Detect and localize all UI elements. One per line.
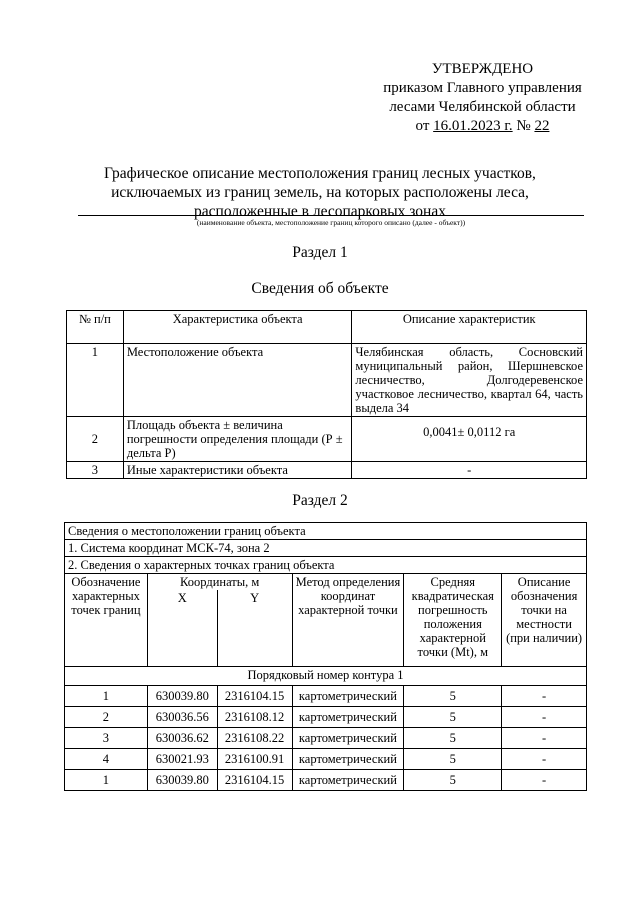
points-info: 2. Сведения о характерных точках границ объекта	[65, 557, 587, 574]
approval-line-3: лесами Челябинской области	[389, 99, 576, 115]
col-method-header: Метод определения координат характерной точки	[292, 574, 404, 667]
title-line-3: расположенные в лесопарковых зонах	[194, 203, 446, 220]
point-error: 5	[404, 770, 502, 791]
info-row	[65, 540, 587, 557]
approval-block	[360, 60, 605, 136]
row-char: Иные характеристики объекта	[123, 462, 352, 479]
point-number: 1	[65, 770, 148, 791]
col-error-header: Средняя квадратическая погрешность положения характерной точки (Mt), м	[404, 574, 502, 667]
row-desc: Челябинская область, Сосновский муниципальный район, Шершневское лесничество, Долгодеревенское участковое лесничество, квартал 64, часть выдела 34	[352, 344, 587, 417]
point-method: картометрический	[292, 728, 404, 749]
point-method: картометрический	[292, 686, 404, 707]
point-method: картометрический	[292, 707, 404, 728]
title-underline	[78, 215, 584, 216]
point-error: 5	[404, 707, 502, 728]
row-char: Площадь объекта ± величина погрешности определения площади (Р ± дельта Р)	[123, 417, 352, 462]
col-char-header: Характеристика объекта	[123, 311, 352, 344]
table-row	[67, 462, 587, 479]
point-y: 2316108.22	[217, 728, 292, 749]
point-desc: -	[502, 749, 587, 770]
point-error: 5	[404, 686, 502, 707]
approval-number: 22	[534, 118, 550, 134]
point-y: 2316104.15	[217, 770, 292, 791]
row-desc: -	[352, 462, 587, 479]
table-header-row	[67, 311, 587, 344]
coordinate-system: 1. Система координат МСК-74, зона 2	[65, 540, 587, 557]
date-prefix: от	[415, 118, 430, 134]
approval-date-line	[360, 117, 605, 136]
title-line-2: исключаемых из границ земель, на которых расположены леса,	[111, 184, 529, 201]
coordinates-table	[64, 522, 587, 791]
table-row	[65, 728, 587, 749]
col-no-header: № п/п	[67, 311, 124, 344]
point-number: 3	[65, 728, 148, 749]
col-y-header: Y	[217, 590, 292, 667]
col-x-header: X	[147, 590, 217, 667]
title-line-1: Графическое описание местоположения границ лесных участков,	[104, 165, 536, 182]
object-info-table	[66, 310, 587, 479]
point-desc: -	[502, 770, 587, 791]
point-y: 2316104.15	[217, 686, 292, 707]
point-desc: -	[502, 686, 587, 707]
table-row	[65, 686, 587, 707]
point-number: 4	[65, 749, 148, 770]
point-x: 630039.80	[147, 770, 217, 791]
point-y: 2316100.91	[217, 749, 292, 770]
section2-heading: Раздел 2	[292, 492, 348, 509]
point-x: 630039.80	[147, 686, 217, 707]
document-title	[80, 164, 560, 221]
point-number: 2	[65, 707, 148, 728]
col-coords-header: Координаты, м	[147, 574, 292, 591]
boundaries-info: Сведения о местоположении границ объекта	[65, 523, 587, 540]
contour-row	[65, 667, 587, 686]
row-char: Местоположение объекта	[123, 344, 352, 417]
approval-date: 16.01.2023 г.	[433, 118, 513, 134]
col-desc-header: Описание обозначения точки на местности (при наличии)	[502, 574, 587, 667]
row-no: 1	[67, 344, 124, 417]
contour-label: Порядковый номер контура 1	[65, 667, 587, 686]
col-desc-header: Описание характеристик	[352, 311, 587, 344]
coords-header-row	[65, 574, 587, 591]
approval-line-2: приказом Главного управления	[383, 80, 582, 96]
number-sign: №	[516, 118, 531, 134]
point-y: 2316108.12	[217, 707, 292, 728]
point-x: 630036.62	[147, 728, 217, 749]
row-no: 2	[67, 417, 124, 462]
row-desc: 0,0041± 0,0112 га	[352, 417, 587, 462]
point-error: 5	[404, 728, 502, 749]
info-row	[65, 523, 587, 540]
point-error: 5	[404, 749, 502, 770]
section1-subheading: Сведения об объекте	[251, 280, 389, 297]
approval-title: УТВЕРЖДЕНО	[431, 61, 534, 77]
table-row	[65, 707, 587, 728]
point-desc: -	[502, 728, 587, 749]
point-method: картометрический	[292, 770, 404, 791]
title-note: (наименование объекта, местоположение границ которого описано (далее - объект))	[196, 218, 466, 227]
table-row	[65, 770, 587, 791]
table-row	[65, 749, 587, 770]
point-desc: -	[502, 707, 587, 728]
info-row	[65, 557, 587, 574]
point-x: 630036.56	[147, 707, 217, 728]
col-designation-header: Обозначение характерных точек границ	[65, 574, 148, 667]
table-row	[67, 417, 587, 462]
row-no: 3	[67, 462, 124, 479]
point-method: картометрический	[292, 749, 404, 770]
point-x: 630021.93	[147, 749, 217, 770]
table-row	[67, 344, 587, 417]
point-number: 1	[65, 686, 148, 707]
section1-heading: Раздел 1	[292, 244, 348, 261]
